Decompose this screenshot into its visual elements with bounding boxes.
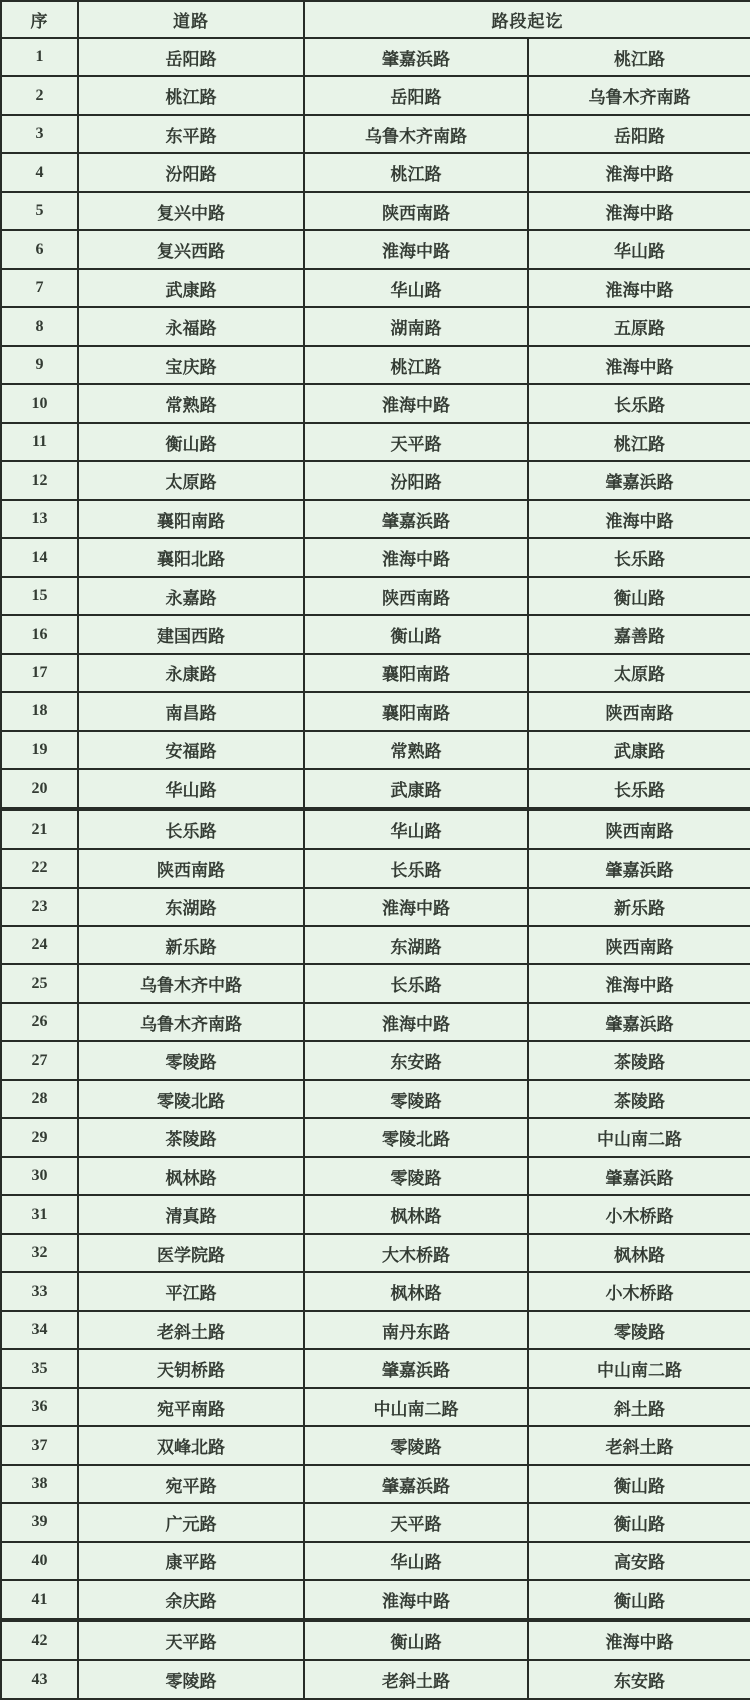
cell-road-name: 宛平南路 (78, 1388, 304, 1426)
cell-row-number: 37 (1, 1426, 78, 1464)
cell-road-name: 南昌路 (78, 692, 304, 730)
cell-section-from: 淮海中路 (304, 230, 528, 268)
header-road: 道路 (78, 1, 304, 38)
cell-road-name: 零陵北路 (78, 1080, 304, 1118)
table-row (1, 731, 750, 769)
cell-road-name: 常熟路 (78, 384, 304, 422)
table-row (1, 809, 750, 849)
table-row (1, 1660, 750, 1699)
cell-section-from: 桃江路 (304, 153, 528, 191)
table-row (1, 964, 750, 1002)
cell-road-name: 安福路 (78, 731, 304, 769)
cell-section-from: 淮海中路 (304, 888, 528, 926)
cell-row-number: 28 (1, 1080, 78, 1118)
cell-road-name: 汾阳路 (78, 153, 304, 191)
cell-section-to: 淮海中路 (528, 192, 750, 230)
cell-section-from: 常熟路 (304, 731, 528, 769)
cell-section-to: 淮海中路 (528, 500, 750, 538)
cell-section-from: 东安路 (304, 1041, 528, 1079)
table-row (1, 1195, 750, 1233)
cell-row-number: 17 (1, 654, 78, 692)
cell-row-number: 14 (1, 538, 78, 576)
cell-section-from: 零陵北路 (304, 1118, 528, 1156)
table-row (1, 38, 750, 76)
cell-row-number: 18 (1, 692, 78, 730)
cell-section-to: 陕西南路 (528, 926, 750, 964)
cell-section-from: 枫林路 (304, 1195, 528, 1233)
cell-road-name: 华山路 (78, 769, 304, 809)
table-row (1, 926, 750, 964)
cell-section-from: 衡山路 (304, 1620, 528, 1660)
table-header (1, 1, 750, 38)
cell-row-number: 3 (1, 115, 78, 153)
cell-road-name: 零陵路 (78, 1041, 304, 1079)
cell-section-to: 肇嘉浜路 (528, 461, 750, 499)
cell-section-from: 华山路 (304, 269, 528, 307)
table-row (1, 1003, 750, 1041)
cell-section-from: 衡山路 (304, 615, 528, 653)
table-row (1, 461, 750, 499)
table-row (1, 1234, 750, 1272)
cell-row-number: 1 (1, 38, 78, 76)
cell-row-number: 15 (1, 577, 78, 615)
cell-section-to: 中山南二路 (528, 1118, 750, 1156)
cell-section-from: 襄阳南路 (304, 654, 528, 692)
cell-section-from: 汾阳路 (304, 461, 528, 499)
cell-row-number: 43 (1, 1660, 78, 1699)
table-row (1, 423, 750, 461)
table-row (1, 1388, 750, 1426)
cell-road-name: 宛平路 (78, 1465, 304, 1503)
cell-row-number: 9 (1, 346, 78, 384)
cell-section-to: 长乐路 (528, 538, 750, 576)
cell-row-number: 38 (1, 1465, 78, 1503)
cell-road-name: 枫林路 (78, 1157, 304, 1195)
cell-section-from: 淮海中路 (304, 1580, 528, 1620)
cell-section-to: 长乐路 (528, 384, 750, 422)
cell-road-name: 东平路 (78, 115, 304, 153)
cell-section-to: 肇嘉浜路 (528, 849, 750, 887)
cell-road-name: 天钥桥路 (78, 1349, 304, 1387)
cell-section-to: 小木桥路 (528, 1195, 750, 1233)
cell-road-name: 襄阳南路 (78, 500, 304, 538)
cell-row-number: 5 (1, 192, 78, 230)
cell-row-number: 2 (1, 76, 78, 114)
table-row (1, 1620, 750, 1660)
table-row (1, 1157, 750, 1195)
cell-road-name: 余庆路 (78, 1580, 304, 1620)
cell-row-number: 6 (1, 230, 78, 268)
cell-row-number: 30 (1, 1157, 78, 1195)
cell-section-to: 陕西南路 (528, 809, 750, 849)
cell-road-name: 永康路 (78, 654, 304, 692)
table-row (1, 307, 750, 345)
cell-row-number: 40 (1, 1542, 78, 1580)
cell-section-to: 淮海中路 (528, 1620, 750, 1660)
cell-section-from: 长乐路 (304, 849, 528, 887)
cell-road-name: 建国西路 (78, 615, 304, 653)
cell-road-name: 永嘉路 (78, 577, 304, 615)
cell-section-to: 茶陵路 (528, 1080, 750, 1118)
cell-row-number: 19 (1, 731, 78, 769)
cell-section-from: 南丹东路 (304, 1311, 528, 1349)
table-row (1, 849, 750, 887)
table-row (1, 269, 750, 307)
cell-road-name: 宝庆路 (78, 346, 304, 384)
cell-row-number: 23 (1, 888, 78, 926)
table-row (1, 153, 750, 191)
table-row (1, 615, 750, 653)
cell-section-from: 肇嘉浜路 (304, 38, 528, 76)
table-body (1, 38, 750, 1699)
cell-road-name: 双峰北路 (78, 1426, 304, 1464)
cell-road-name: 康平路 (78, 1542, 304, 1580)
table-row (1, 1272, 750, 1310)
cell-section-from: 零陵路 (304, 1426, 528, 1464)
cell-section-from: 枫林路 (304, 1272, 528, 1310)
cell-section-from: 华山路 (304, 1542, 528, 1580)
cell-row-number: 35 (1, 1349, 78, 1387)
table-row (1, 577, 750, 615)
cell-road-name: 广元路 (78, 1503, 304, 1541)
table-row (1, 538, 750, 576)
cell-section-from: 老斜土路 (304, 1660, 528, 1699)
cell-section-to: 新乐路 (528, 888, 750, 926)
cell-section-to: 五原路 (528, 307, 750, 345)
cell-row-number: 36 (1, 1388, 78, 1426)
table-row (1, 692, 750, 730)
cell-section-from: 淮海中路 (304, 538, 528, 576)
table-row (1, 115, 750, 153)
table-row (1, 76, 750, 114)
cell-section-from: 陕西南路 (304, 577, 528, 615)
cell-row-number: 8 (1, 307, 78, 345)
table-row (1, 1542, 750, 1580)
cell-row-number: 12 (1, 461, 78, 499)
cell-row-number: 22 (1, 849, 78, 887)
cell-row-number: 4 (1, 153, 78, 191)
cell-section-from: 肇嘉浜路 (304, 500, 528, 538)
cell-section-from: 零陵路 (304, 1157, 528, 1195)
table-row (1, 654, 750, 692)
cell-row-number: 41 (1, 1580, 78, 1620)
cell-section-to: 桃江路 (528, 38, 750, 76)
table-row (1, 1041, 750, 1079)
cell-row-number: 42 (1, 1620, 78, 1660)
cell-road-name: 平江路 (78, 1272, 304, 1310)
cell-road-name: 茶陵路 (78, 1118, 304, 1156)
cell-section-to: 长乐路 (528, 769, 750, 809)
cell-row-number: 33 (1, 1272, 78, 1310)
cell-row-number: 7 (1, 269, 78, 307)
cell-section-to: 淮海中路 (528, 346, 750, 384)
table-row (1, 230, 750, 268)
cell-road-name: 东湖路 (78, 888, 304, 926)
cell-section-to: 淮海中路 (528, 964, 750, 1002)
cell-section-to: 淮海中路 (528, 269, 750, 307)
cell-section-to: 小木桥路 (528, 1272, 750, 1310)
cell-road-name: 复兴西路 (78, 230, 304, 268)
cell-section-to: 陕西南路 (528, 692, 750, 730)
cell-section-from: 淮海中路 (304, 1003, 528, 1041)
cell-row-number: 24 (1, 926, 78, 964)
cell-section-from: 湖南路 (304, 307, 528, 345)
cell-row-number: 11 (1, 423, 78, 461)
cell-section-from: 东湖路 (304, 926, 528, 964)
cell-section-from: 天平路 (304, 1503, 528, 1541)
cell-section-to: 肇嘉浜路 (528, 1157, 750, 1195)
cell-section-from: 陕西南路 (304, 192, 528, 230)
cell-road-name: 陕西南路 (78, 849, 304, 887)
cell-row-number: 27 (1, 1041, 78, 1079)
cell-section-to: 衡山路 (528, 1503, 750, 1541)
cell-section-to: 乌鲁木齐南路 (528, 76, 750, 114)
table-row (1, 769, 750, 809)
cell-section-from: 中山南二路 (304, 1388, 528, 1426)
cell-section-from: 天平路 (304, 423, 528, 461)
cell-row-number: 34 (1, 1311, 78, 1349)
cell-section-to: 嘉善路 (528, 615, 750, 653)
cell-section-to: 武康路 (528, 731, 750, 769)
table-row (1, 1311, 750, 1349)
header-row (1, 1, 750, 38)
cell-row-number: 20 (1, 769, 78, 809)
table-row (1, 1465, 750, 1503)
cell-section-to: 衡山路 (528, 1465, 750, 1503)
cell-section-to: 肇嘉浜路 (528, 1003, 750, 1041)
cell-row-number: 13 (1, 500, 78, 538)
cell-row-number: 10 (1, 384, 78, 422)
table-row (1, 1580, 750, 1620)
cell-section-from: 岳阳路 (304, 76, 528, 114)
cell-road-name: 永福路 (78, 307, 304, 345)
cell-road-name: 清真路 (78, 1195, 304, 1233)
table-row (1, 1426, 750, 1464)
cell-row-number: 29 (1, 1118, 78, 1156)
cell-section-to: 岳阳路 (528, 115, 750, 153)
cell-road-name: 老斜土路 (78, 1311, 304, 1349)
cell-road-name: 衡山路 (78, 423, 304, 461)
cell-section-from: 淮海中路 (304, 384, 528, 422)
cell-section-to: 中山南二路 (528, 1349, 750, 1387)
cell-row-number: 32 (1, 1234, 78, 1272)
cell-row-number: 26 (1, 1003, 78, 1041)
cell-road-name: 医学院路 (78, 1234, 304, 1272)
cell-section-to: 老斜土路 (528, 1426, 750, 1464)
cell-section-to: 茶陵路 (528, 1041, 750, 1079)
cell-row-number: 25 (1, 964, 78, 1002)
cell-row-number: 31 (1, 1195, 78, 1233)
cell-road-name: 新乐路 (78, 926, 304, 964)
cell-section-from: 零陵路 (304, 1080, 528, 1118)
cell-road-name: 乌鲁木齐南路 (78, 1003, 304, 1041)
cell-road-name: 零陵路 (78, 1660, 304, 1699)
cell-section-to: 衡山路 (528, 577, 750, 615)
cell-section-to: 衡山路 (528, 1580, 750, 1620)
cell-road-name: 复兴中路 (78, 192, 304, 230)
cell-section-to: 淮海中路 (528, 153, 750, 191)
cell-road-name: 太原路 (78, 461, 304, 499)
cell-row-number: 21 (1, 809, 78, 849)
cell-section-from: 武康路 (304, 769, 528, 809)
cell-section-from: 肇嘉浜路 (304, 1349, 528, 1387)
table-row (1, 500, 750, 538)
cell-section-to: 华山路 (528, 230, 750, 268)
cell-row-number: 39 (1, 1503, 78, 1541)
cell-road-name: 襄阳北路 (78, 538, 304, 576)
table-row (1, 1080, 750, 1118)
cell-section-to: 东安路 (528, 1660, 750, 1699)
cell-section-from: 乌鲁木齐南路 (304, 115, 528, 153)
table-row (1, 192, 750, 230)
cell-road-name: 武康路 (78, 269, 304, 307)
cell-section-to: 枫林路 (528, 1234, 750, 1272)
cell-section-from: 肇嘉浜路 (304, 1465, 528, 1503)
cell-section-from: 桃江路 (304, 346, 528, 384)
cell-section-to: 零陵路 (528, 1311, 750, 1349)
cell-road-name: 桃江路 (78, 76, 304, 114)
table-row (1, 888, 750, 926)
header-index: 序 (1, 1, 78, 38)
cell-section-from: 襄阳南路 (304, 692, 528, 730)
cell-section-to: 斜土路 (528, 1388, 750, 1426)
table-row (1, 1118, 750, 1156)
cell-row-number: 16 (1, 615, 78, 653)
cell-section-to: 桃江路 (528, 423, 750, 461)
header-section: 路段起讫 (304, 1, 750, 38)
cell-road-name: 岳阳路 (78, 38, 304, 76)
cell-section-to: 高安路 (528, 1542, 750, 1580)
table-row (1, 384, 750, 422)
cell-road-name: 长乐路 (78, 809, 304, 849)
cell-section-from: 长乐路 (304, 964, 528, 1002)
cell-section-from: 华山路 (304, 809, 528, 849)
cell-road-name: 天平路 (78, 1620, 304, 1660)
cell-section-from: 大木桥路 (304, 1234, 528, 1272)
table-row (1, 346, 750, 384)
cell-section-to: 太原路 (528, 654, 750, 692)
table-row (1, 1503, 750, 1541)
cell-road-name: 乌鲁木齐中路 (78, 964, 304, 1002)
table-row (1, 1349, 750, 1387)
